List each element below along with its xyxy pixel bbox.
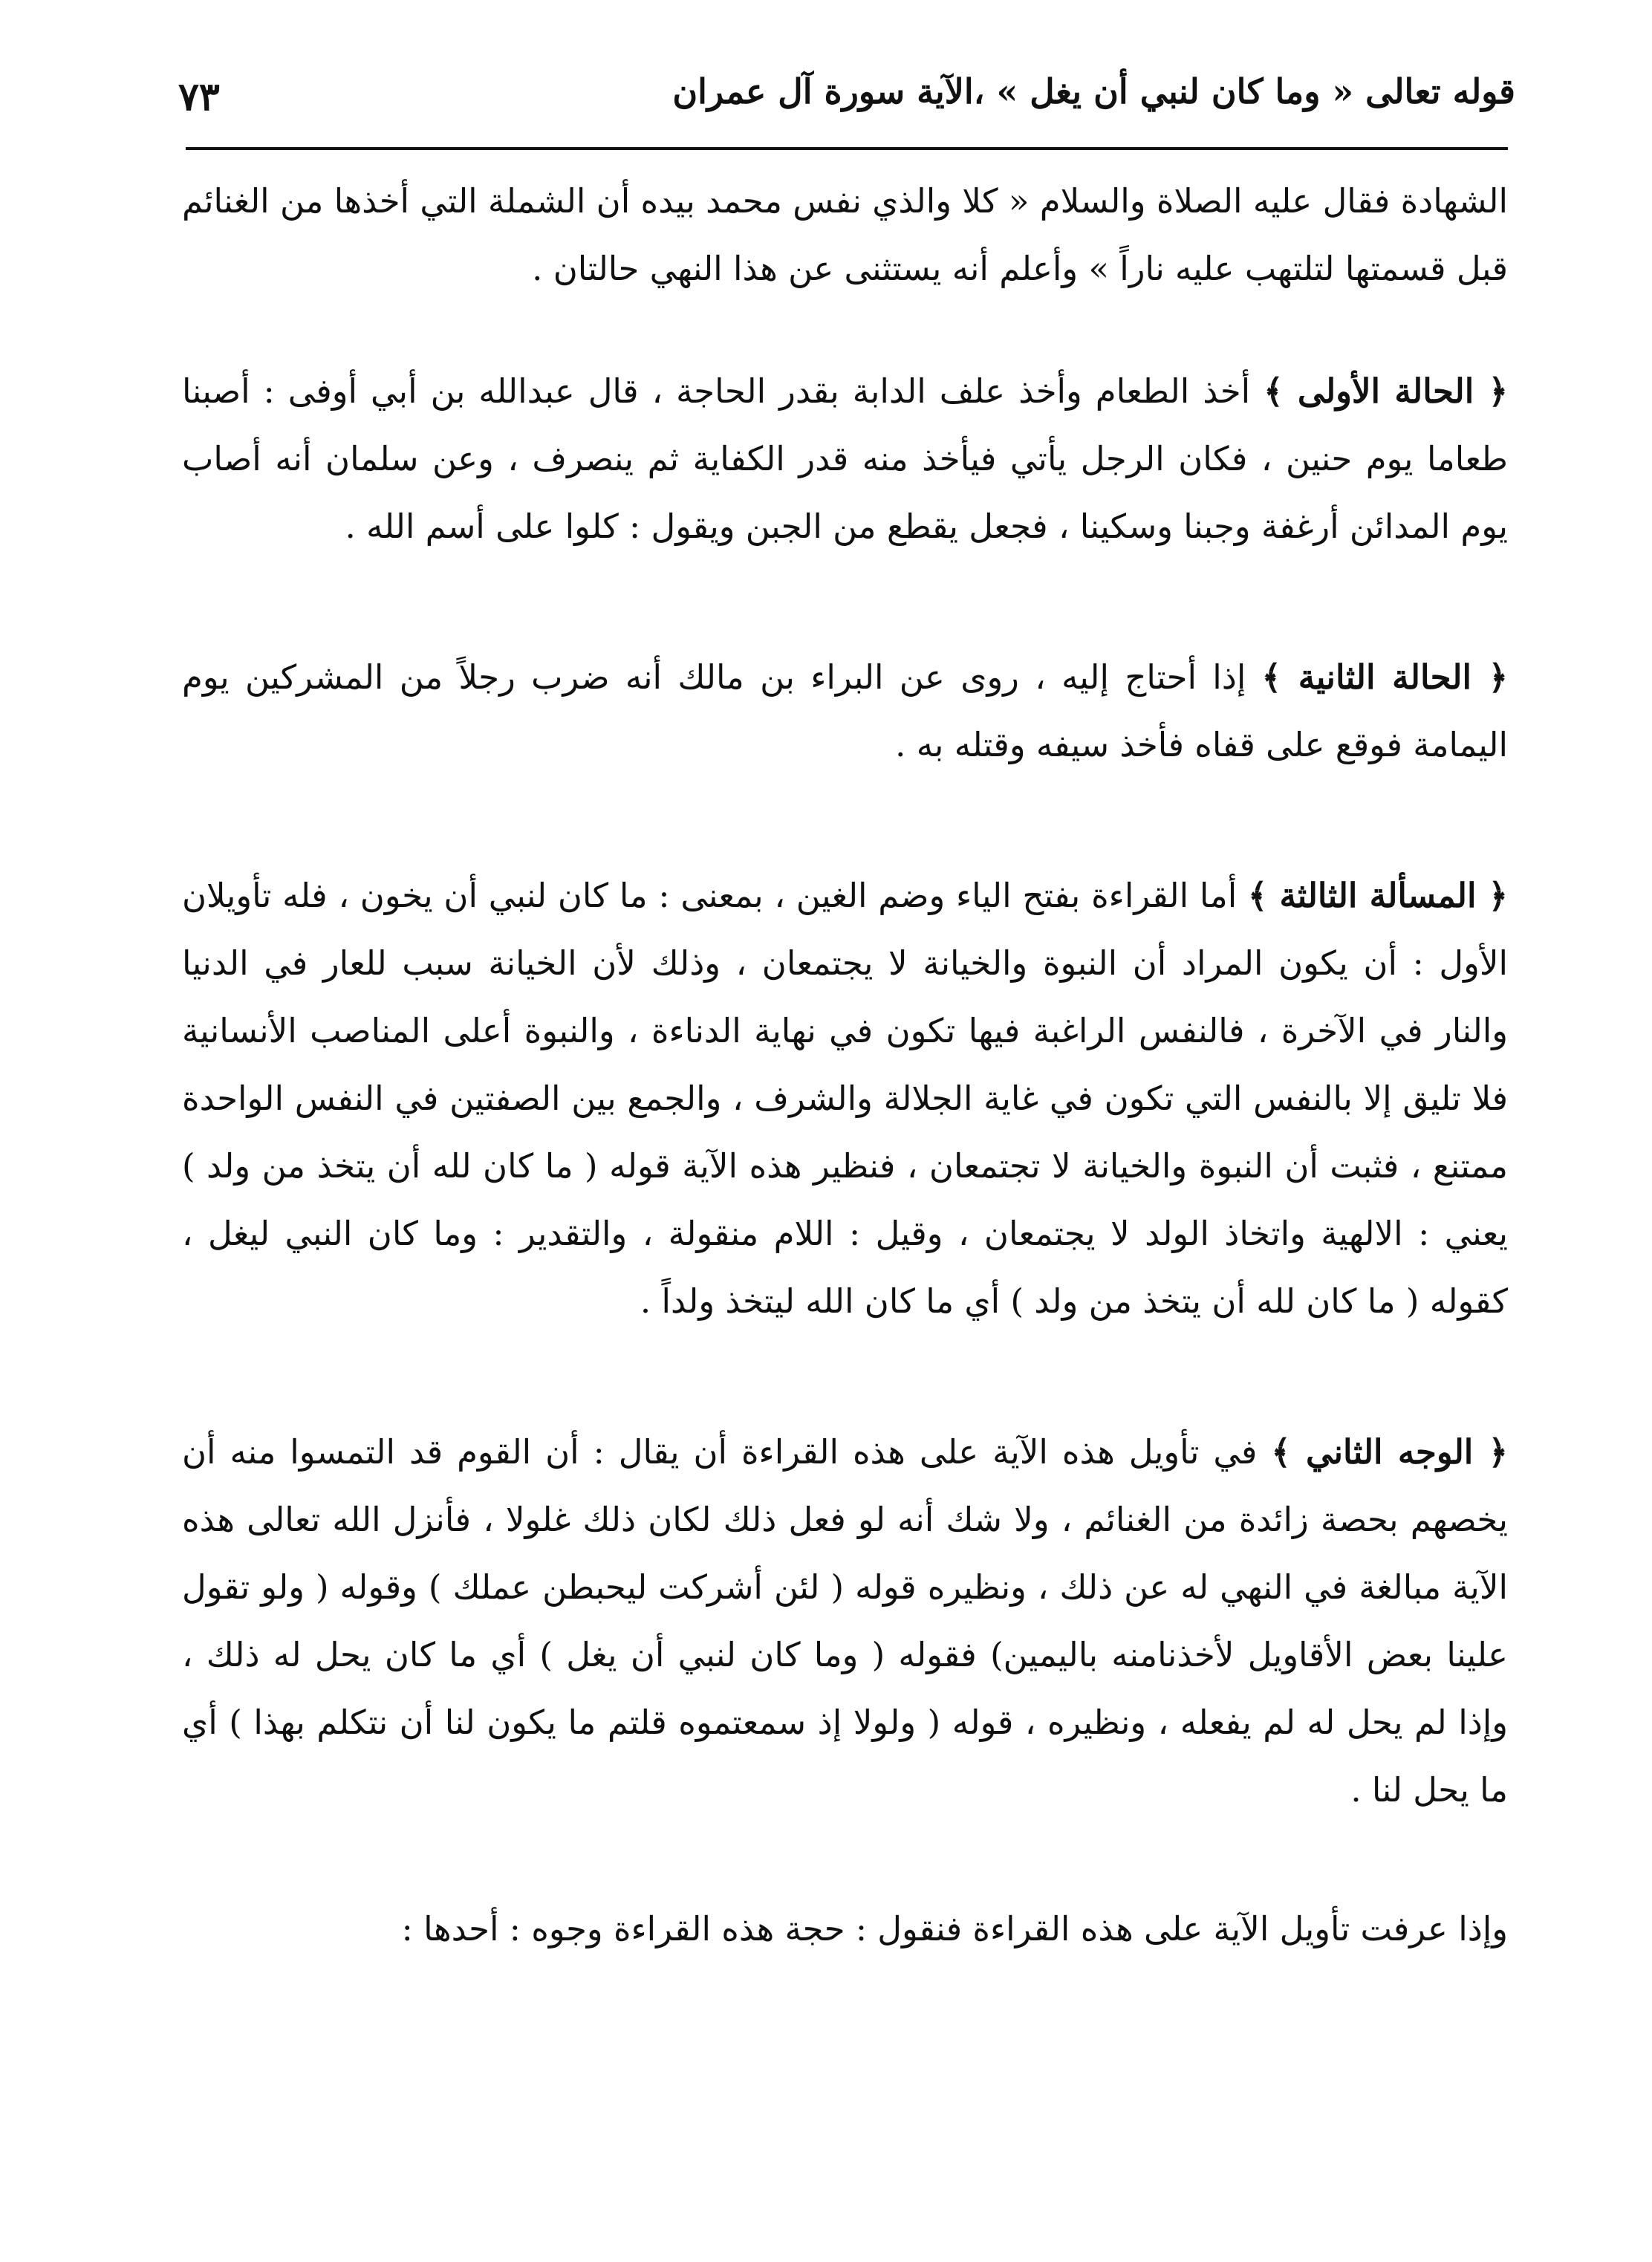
paragraph-gap xyxy=(182,1824,1508,1895)
paragraph-3 xyxy=(182,643,1508,779)
paragraph-text: أما القراءة بفتح الياء وضم الغين ، بمعنى : ما كان لنبي أن يخون ، فله تأويلان الأول : أن يكون المراد أن النبوة والخيانة لا يجتمعان ، وذلك لأن الخيانة سبب للعار في الدنيا والنار في الآخرة ، فالنفس الراغبة فيها تكون في نهاية الدناءة ، والنبوة أعلى المناصب الأنسانية فلا تليق إلا بالنفس التي تكون في غاية الجلالة والشرف ، والجمع بين الصفتين في النفس الواحدة ممتنع ، فثبت أن النبوة والخيانة لا تجتمعان ، فنظير هذه الآية قوله ( ما كان لله أن يتخذ من ولد ) يعني : الالهية واتخاذ الولد لا يجتمعان ، وقيل : اللام منقولة ، والتقدير : وما كان النبي ليغل ، كقوله ( ما كان لله أن يتخذ من ولد ) أي ما كان الله ليتخذ ولداً . xyxy=(182,876,1508,1321)
paragraph-text: في تأويل هذه الآية على هذه القراءة أن يقال : أن القوم قد التمسوا منه أن يخصهم بحصة زائدة من الغنائم ، ولا شك أنه لو فعل ذلك لكان ذلك غلولا ، فأنزل الله تعالى هذه الآية مبالغة في النهي له عن ذلك ، ونظيره قوله ( لئن أشركت ليحبطن عملك ) وقوله ( ولو تقول علينا بعض الأقاويل لأخذنامنه باليمين) فقوله ( وما كان لنبي أن يغل ) أي ما كان يحل له ذلك ، وإذا لم يحل له لم يفعله ، ونظيره ، قوله ( ولولا إذ سمعتموه قلتم ما يكون لنا أن نتكلم بهذا ) أي ما يحل لنا . xyxy=(182,1432,1508,1810)
paragraph-6 xyxy=(182,1895,1508,1963)
paragraph-gap xyxy=(182,560,1508,643)
paragraph-text: الشهادة فقال عليه الصلاة والسلام « كلا والذي نفس محمد بيده أن الشملة التي أخذها من الغنائم قبل قسمتها لتلتهب عليه ناراً » وأعلم أنه يستثنى عن هذا النهي حالتان . xyxy=(182,181,1508,288)
paragraph-text: أخذ الطعام وأخذ علف الدابة بقدر الحاجة ، قال عبدالله بن أبي أوفى : أصبنا طعاما يوم حنين ، فكان الرجل يأتي فيأخذ منه قدر الكفاية ثم ينصرف ، وعن سلمان أنه أصاب يوم المدائن أرغفة وجبنا وسكينا ، فجعل يقطع من الجبن ويقول : كلوا على أسم الله . xyxy=(182,371,1508,546)
page-body xyxy=(182,167,1508,1963)
header-rule xyxy=(186,147,1508,150)
paragraph-text: وإذا عرفت تأويل الآية على هذه القراءة فنقول : حجة هذه القراءة وجوه : أحدها : xyxy=(401,1909,1508,1949)
paragraph-lead: ﴿ الحالة الأولى ﴾ xyxy=(1264,371,1508,411)
paragraph-5 xyxy=(182,1418,1508,1824)
paragraph-text: إذا أحتاج إليه ، روى عن البراء بن مالك أنه ضرب رجلاً من المشركين يوم اليمامة فوقع على قفاه فأخذ سيفه وقتله به . xyxy=(182,657,1508,764)
header-title: قوله تعالى « وما كان لنبي أن يغل » ،الآية سورة آل عمران xyxy=(672,71,1515,111)
paragraph-2 xyxy=(182,357,1508,560)
page-number: ٧٣ xyxy=(178,74,220,120)
paragraph-4 xyxy=(182,862,1508,1335)
paragraph-lead: ﴿ الوجه الثاني ﴾ xyxy=(1271,1432,1508,1472)
paragraph-lead: ﴿ المسألة الثالثة ﴾ xyxy=(1248,876,1509,915)
paragraph-gap xyxy=(182,779,1508,862)
paragraph-gap xyxy=(182,302,1508,357)
paragraph-lead: ﴿ الحالة الثانية ﴾ xyxy=(1261,657,1508,697)
running-header xyxy=(178,71,1515,138)
paragraph-1 xyxy=(182,167,1508,302)
paragraph-gap xyxy=(182,1335,1508,1418)
